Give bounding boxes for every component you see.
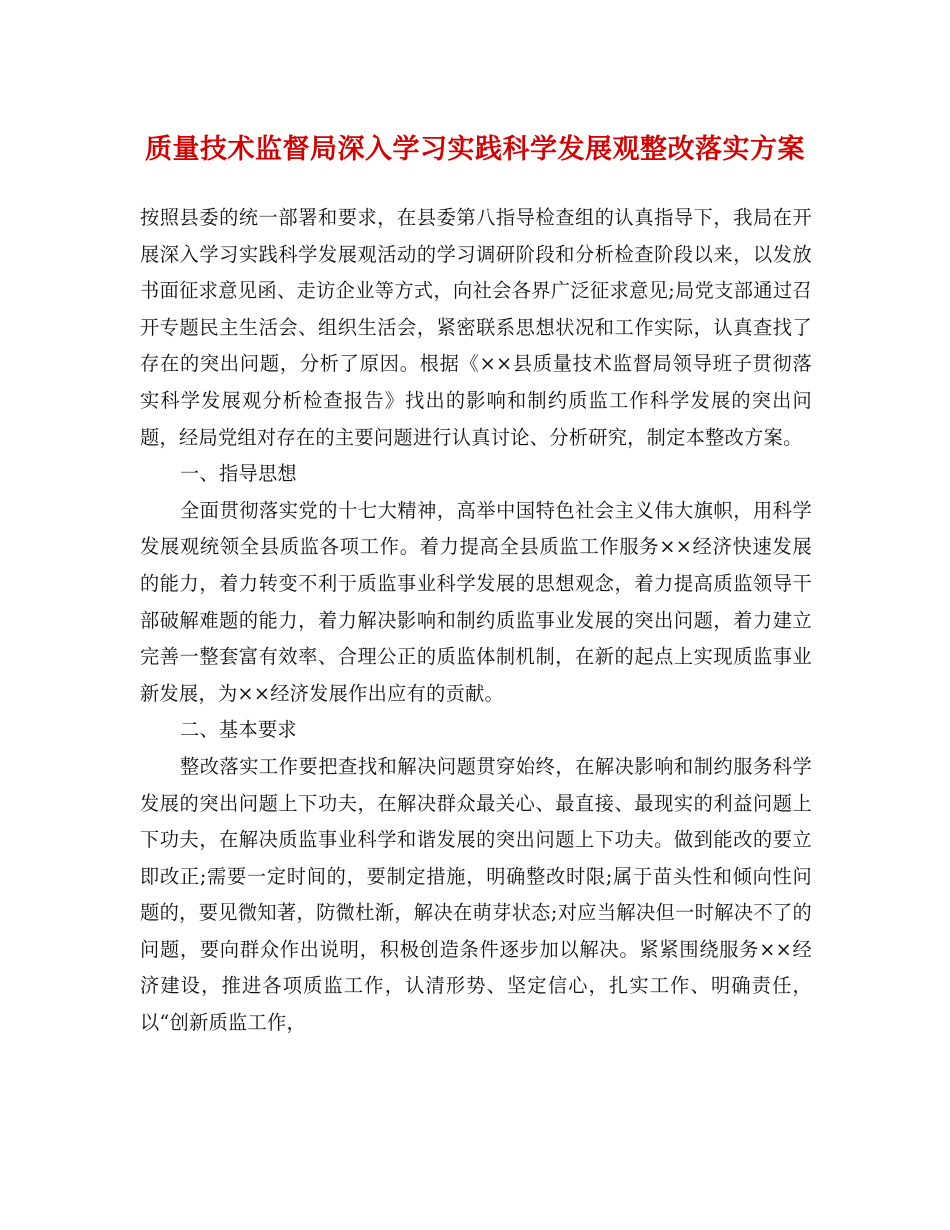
section-paragraph-guiding-ideology: 全面贯彻落实党的十七大精神，高举中国特色社会主义伟大旗帜，用科学发展观统领全县质监各项工作。着力提高全县质监工作服务××经济快速发展的能力，着力转变不利于质监事业科学发展的思想观念，着力提高质监领导干部破解难题的能力，着力解决影响和制约质监事业发展的突出问题，着力建立完善一整套富有效率、合理公正的质监体制机制，在新的起点上实现质监事业新发展，为××经济发展作出应有的贡献。 [140,498,812,705]
section-heading-guiding-ideology: 一、指导思想 [180,462,297,486]
document-body [140,200,812,1042]
document-title: 质量技术监督局深入学习实践科学发展观整改落实方案 [145,134,805,165]
intro-paragraph: 按照县委的统一部署和要求，在县委第八指导检查组的认真指导下，我局在开展深入学习实践科学发展观活动的学习调研阶段和分析检查阶段以来，以发放书面征求意见函、走访企业等方式，向社会各界广泛征求意见;局党支部通过召开专题民主生活会、组织生活会，紧密联系思想状况和工作实际，认真查找了存在的突出问题，分析了原因。根据《××县质量技术监督局领导班子贯彻落实科学发展观分析检查报告》找出的影响和制约质监工作科学发展的突出问题，经局党组对存在的主要问题进行认真讨论、分析研究，制定本整改方案。 [140,206,812,449]
section-paragraph-basic-requirements: 整改落实工作要把查找和解决问题贯穿始终，在解决影响和制约服务科学发展的突出问题上下功夫，在解决群众最关心、最直接、最现实的利益问题上下功夫，在解决质监事业科学和谐发展的突出问题上下功夫。做到能改的要立即改正;需要一定时间的，要制定措施，明确整改时限;属于苗头性和倾向性问题的，要见微知著，防微杜渐，解决在萌芽状态;对应当解决但一时解决不了的问题，要向群众作出说明，积极创造条件逐步加以解决。紧紧围绕服务××经济建设，推进各项质监工作，认清形势、坚定信心，扎实工作、明确责任，以“创新质监工作， [140,754,812,1035]
section-heading-basic-requirements: 二、基本要求 [180,718,297,742]
